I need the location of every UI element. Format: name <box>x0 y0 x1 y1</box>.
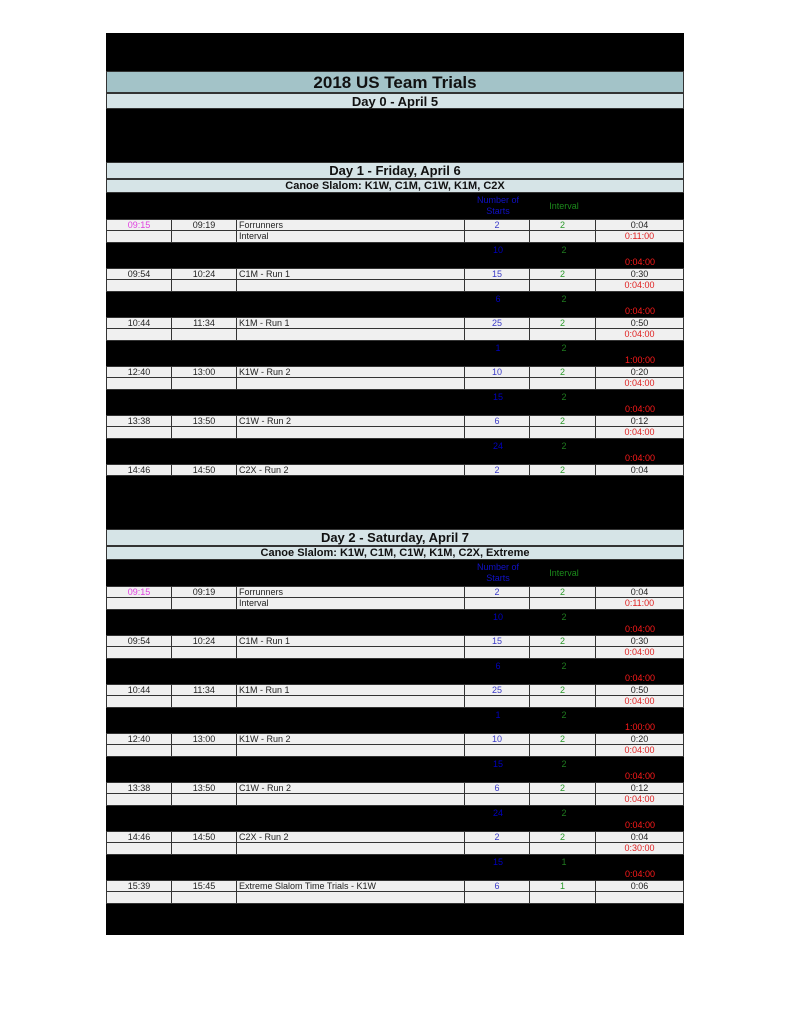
duration-cell: 0:12 <box>596 415 684 427</box>
empty-cell <box>172 696 237 708</box>
sub-event-cell <box>237 378 465 390</box>
empty-cell <box>106 280 172 292</box>
schedule-subrow <box>106 280 684 292</box>
starts-cell: 25 <box>465 317 530 329</box>
end-time-cell: 14:50 <box>172 831 237 843</box>
event-cell: C1W - Run 2 <box>237 415 465 427</box>
empty-cell <box>106 745 172 757</box>
event-cell: Forrunners <box>237 586 465 598</box>
gap-starts: 1 <box>495 710 501 720</box>
sub-event-cell <box>237 427 465 439</box>
gap-starts: 1 <box>495 343 501 353</box>
gap-interval: 2 <box>561 661 567 671</box>
empty-cell <box>530 892 596 904</box>
sub-event-cell <box>237 892 465 904</box>
empty-cell <box>172 427 237 439</box>
duration-cell: 0:50 <box>596 317 684 329</box>
start-time-cell: 09:54 <box>106 268 172 280</box>
sub-duration-cell: 0:04:00 <box>596 794 684 806</box>
starts-cell: 2 <box>465 586 530 598</box>
sub-duration-cell <box>596 892 684 904</box>
end-time-cell: 14:50 <box>172 464 237 476</box>
schedule-subrow <box>106 745 684 757</box>
empty-cell <box>172 378 237 390</box>
interval-cell: 2 <box>530 635 596 647</box>
empty-cell <box>530 745 596 757</box>
start-time-cell: 14:46 <box>106 831 172 843</box>
schedule-row <box>106 317 684 329</box>
schedule-row <box>106 586 684 598</box>
schedule-subrow <box>106 329 684 341</box>
empty-cell <box>172 794 237 806</box>
event-cell: C2X - Run 2 <box>237 464 465 476</box>
empty-cell <box>106 598 172 610</box>
schedule-row <box>106 219 684 231</box>
sub-event-cell <box>237 843 465 855</box>
gap-interval: 2 <box>561 343 567 353</box>
column-header-row <box>106 560 684 586</box>
sub-duration-cell: 0:04:00 <box>596 696 684 708</box>
sub-duration-cell: 0:11:00 <box>596 598 684 610</box>
schedule-row <box>106 782 684 794</box>
header-number-of-starts: Number of Starts <box>476 562 520 583</box>
empty-cell <box>172 843 237 855</box>
start-time-cell: 15:39 <box>106 880 172 892</box>
duration-cell: 0:20 <box>596 366 684 378</box>
gap-duration: 0:04:00 <box>624 404 656 414</box>
schedule-subrow <box>106 427 684 439</box>
empty-cell <box>530 647 596 659</box>
sub-event-cell <box>237 329 465 341</box>
schedule-row <box>106 268 684 280</box>
start-time-cell: 10:44 <box>106 684 172 696</box>
start-time-cell: 14:46 <box>106 464 172 476</box>
duration-cell: 0:12 <box>596 782 684 794</box>
sub-duration-cell: 0:04:00 <box>596 427 684 439</box>
gap-starts: 10 <box>492 612 503 622</box>
day0-heading: Day 0 - April 5 <box>106 93 684 109</box>
gap-duration: 0:04:00 <box>624 820 656 830</box>
starts-cell: 2 <box>465 219 530 231</box>
gap-row <box>106 757 684 782</box>
gap-duration: 0:04:00 <box>624 624 656 634</box>
schedule-subrow <box>106 843 684 855</box>
column-header-row <box>106 193 684 219</box>
gap-duration: 1:00:00 <box>624 355 656 365</box>
empty-cell <box>465 794 530 806</box>
start-time-cell: 12:40 <box>106 366 172 378</box>
empty-cell <box>465 280 530 292</box>
gap-starts: 15 <box>492 857 503 867</box>
starts-cell: 25 <box>465 684 530 696</box>
duration-cell: 0:04 <box>596 831 684 843</box>
sub-event-cell: Interval <box>237 231 465 243</box>
sub-event-cell <box>237 280 465 292</box>
schedule-row <box>106 464 684 476</box>
interval-cell: 2 <box>530 586 596 598</box>
start-time-cell: 09:54 <box>106 635 172 647</box>
empty-cell <box>465 892 530 904</box>
gap-starts: 15 <box>492 759 503 769</box>
gap-interval: 2 <box>561 612 567 622</box>
day-heading: Day 1 - Friday, April 6 <box>106 162 684 179</box>
empty-cell <box>530 329 596 341</box>
sub-duration-cell: 0:04:00 <box>596 745 684 757</box>
gap-row <box>106 855 684 880</box>
empty-cell <box>172 280 237 292</box>
empty-cell <box>530 231 596 243</box>
event-cell: C1M - Run 1 <box>237 268 465 280</box>
end-time-cell: 11:34 <box>172 317 237 329</box>
empty-cell <box>106 794 172 806</box>
starts-cell: 6 <box>465 880 530 892</box>
schedule-subrow <box>106 647 684 659</box>
event-cell: K1W - Run 2 <box>237 733 465 745</box>
sub-event-cell: Interval <box>237 598 465 610</box>
gap-row <box>106 292 684 317</box>
gap-starts: 15 <box>492 392 503 402</box>
gap-row <box>106 390 684 415</box>
empty-cell <box>530 280 596 292</box>
gap-row <box>106 610 684 635</box>
empty-cell <box>530 696 596 708</box>
schedule-row <box>106 366 684 378</box>
sub-duration-cell: 0:30:00 <box>596 843 684 855</box>
day-heading: Day 2 - Saturday, April 7 <box>106 529 684 546</box>
empty-cell <box>172 892 237 904</box>
start-time-cell: 13:38 <box>106 782 172 794</box>
starts-cell: 10 <box>465 733 530 745</box>
duration-cell: 0:04 <box>596 464 684 476</box>
sub-event-cell <box>237 647 465 659</box>
gap-starts: 6 <box>495 661 501 671</box>
empty-cell <box>106 843 172 855</box>
gap-interval: 2 <box>561 294 567 304</box>
schedule-row <box>106 733 684 745</box>
gap-interval: 2 <box>561 392 567 402</box>
empty-cell <box>106 647 172 659</box>
event-cell: K1W - Run 2 <box>237 366 465 378</box>
gap-duration: 0:04:00 <box>624 453 656 463</box>
sub-duration-cell: 0:04:00 <box>596 647 684 659</box>
schedule-sheet <box>106 33 684 935</box>
end-time-cell: 13:00 <box>172 366 237 378</box>
event-cell: Extreme Slalom Time Trials - K1W <box>237 880 465 892</box>
gap-starts: 6 <box>495 294 501 304</box>
start-time-cell: 12:40 <box>106 733 172 745</box>
gap-duration: 0:04:00 <box>624 257 656 267</box>
starts-cell: 15 <box>465 635 530 647</box>
starts-cell: 2 <box>465 464 530 476</box>
gap-row <box>106 659 684 684</box>
gap-row <box>106 341 684 366</box>
page-title: 2018 US Team Trials <box>106 71 684 93</box>
gap-duration: 0:04:00 <box>624 771 656 781</box>
empty-cell <box>465 745 530 757</box>
event-cell: C2X - Run 2 <box>237 831 465 843</box>
gap-interval: 2 <box>561 441 567 451</box>
duration-cell: 0:04 <box>596 219 684 231</box>
empty-cell <box>530 794 596 806</box>
end-time-cell: 10:24 <box>172 635 237 647</box>
gap-row <box>106 439 684 464</box>
gap-row <box>106 243 684 268</box>
schedule-subrow <box>106 378 684 390</box>
interval-cell: 2 <box>530 415 596 427</box>
empty-cell <box>106 696 172 708</box>
event-cell: K1M - Run 1 <box>237 684 465 696</box>
duration-cell: 0:04 <box>596 586 684 598</box>
day-categories: Canoe Slalom: K1W, C1M, C1W, K1M, C2X <box>106 179 684 193</box>
event-cell: C1M - Run 1 <box>237 635 465 647</box>
event-cell: K1M - Run 1 <box>237 317 465 329</box>
gap-interval: 2 <box>561 245 567 255</box>
duration-cell: 0:30 <box>596 268 684 280</box>
starts-cell: 6 <box>465 782 530 794</box>
header-interval: Interval <box>549 201 579 211</box>
starts-cell: 10 <box>465 366 530 378</box>
gap-interval: 2 <box>561 759 567 769</box>
schedule-row <box>106 831 684 843</box>
end-time-cell: 13:00 <box>172 733 237 745</box>
interval-cell: 2 <box>530 317 596 329</box>
empty-cell <box>172 231 237 243</box>
starts-cell: 6 <box>465 415 530 427</box>
empty-cell <box>530 598 596 610</box>
empty-cell <box>465 427 530 439</box>
start-time-cell: 09:15 <box>106 586 172 598</box>
empty-cell <box>530 427 596 439</box>
gap-starts: 24 <box>492 441 503 451</box>
empty-cell <box>465 378 530 390</box>
empty-cell <box>465 696 530 708</box>
empty-cell <box>530 378 596 390</box>
start-time-cell: 10:44 <box>106 317 172 329</box>
gap-row <box>106 806 684 831</box>
sub-event-cell <box>237 794 465 806</box>
sub-event-cell <box>237 696 465 708</box>
event-cell: Forrunners <box>237 219 465 231</box>
gap-interval: 2 <box>561 710 567 720</box>
gap-row <box>106 708 684 733</box>
end-time-cell: 15:45 <box>172 880 237 892</box>
gap-interval: 1 <box>561 857 567 867</box>
empty-cell <box>106 329 172 341</box>
empty-cell <box>172 647 237 659</box>
schedule-row <box>106 684 684 696</box>
end-time-cell: 13:50 <box>172 782 237 794</box>
empty-cell <box>172 745 237 757</box>
empty-cell <box>106 427 172 439</box>
starts-cell: 2 <box>465 831 530 843</box>
duration-cell: 0:20 <box>596 733 684 745</box>
duration-cell: 0:30 <box>596 635 684 647</box>
sub-duration-cell: 0:04:00 <box>596 378 684 390</box>
schedule-subrow <box>106 892 684 904</box>
interval-cell: 2 <box>530 684 596 696</box>
empty-cell <box>172 329 237 341</box>
interval-cell: 2 <box>530 219 596 231</box>
schedule-row <box>106 635 684 647</box>
end-time-cell: 09:19 <box>172 586 237 598</box>
empty-cell <box>106 231 172 243</box>
gap-duration: 0:04:00 <box>624 306 656 316</box>
event-cell: C1W - Run 2 <box>237 782 465 794</box>
empty-cell <box>465 598 530 610</box>
schedule-subrow <box>106 696 684 708</box>
empty-cell <box>465 843 530 855</box>
schedule-row <box>106 415 684 427</box>
end-time-cell: 11:34 <box>172 684 237 696</box>
schedule-subrow <box>106 231 684 243</box>
sub-duration-cell: 0:11:00 <box>596 231 684 243</box>
empty-cell <box>465 329 530 341</box>
sub-duration-cell: 0:04:00 <box>596 329 684 341</box>
end-time-cell: 13:50 <box>172 415 237 427</box>
gap-duration: 1:00:00 <box>624 722 656 732</box>
schedule-subrow <box>106 598 684 610</box>
interval-cell: 2 <box>530 831 596 843</box>
empty-cell <box>172 598 237 610</box>
sub-duration-cell: 0:04:00 <box>596 280 684 292</box>
gap-interval: 2 <box>561 808 567 818</box>
gap-starts: 24 <box>492 808 503 818</box>
end-time-cell: 10:24 <box>172 268 237 280</box>
header-number-of-starts: Number of Starts <box>476 195 520 216</box>
start-time-cell: 13:38 <box>106 415 172 427</box>
empty-cell <box>465 647 530 659</box>
empty-cell <box>530 843 596 855</box>
day-categories: Canoe Slalom: K1W, C1M, C1W, K1M, C2X, Extreme <box>106 546 684 560</box>
schedule-subrow <box>106 794 684 806</box>
interval-cell: 2 <box>530 464 596 476</box>
sub-event-cell <box>237 745 465 757</box>
end-time-cell: 09:19 <box>172 219 237 231</box>
interval-cell: 1 <box>530 880 596 892</box>
interval-cell: 2 <box>530 268 596 280</box>
empty-cell <box>106 378 172 390</box>
empty-cell <box>106 892 172 904</box>
interval-cell: 2 <box>530 782 596 794</box>
empty-cell <box>465 231 530 243</box>
starts-cell: 15 <box>465 268 530 280</box>
gap-duration: 0:04:00 <box>624 869 656 879</box>
header-interval: Interval <box>549 568 579 578</box>
gap-starts: 10 <box>492 245 503 255</box>
start-time-cell: 09:15 <box>106 219 172 231</box>
interval-cell: 2 <box>530 366 596 378</box>
schedule-row <box>106 880 684 892</box>
duration-cell: 0:06 <box>596 880 684 892</box>
gap-duration: 0:04:00 <box>624 673 656 683</box>
interval-cell: 2 <box>530 733 596 745</box>
duration-cell: 0:50 <box>596 684 684 696</box>
